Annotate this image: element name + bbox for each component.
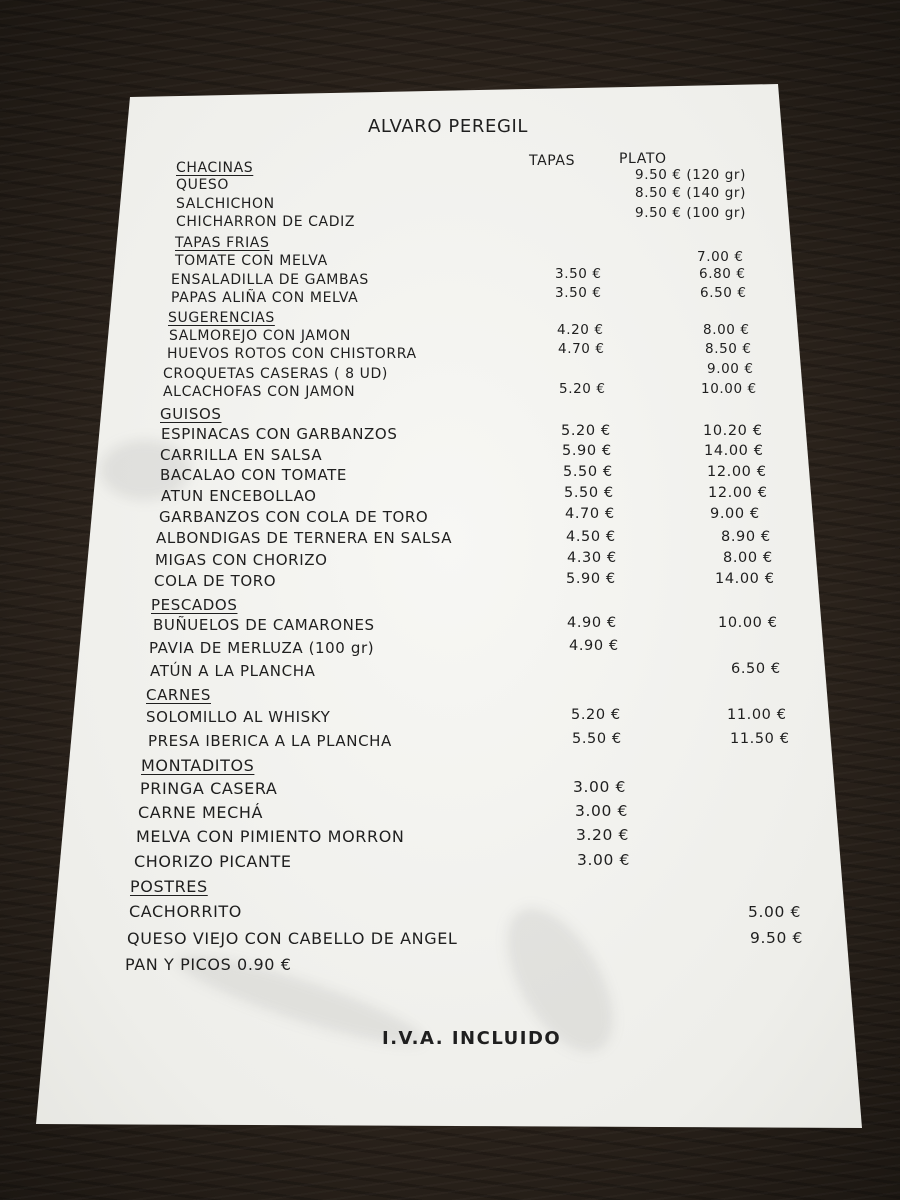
tapa-price: 3.00 € bbox=[575, 802, 628, 821]
tapa-price: 5.90 € bbox=[566, 570, 616, 587]
plato-price: 10.20 € bbox=[703, 422, 763, 439]
plato-price: 9.50 € bbox=[750, 929, 803, 948]
plato-price: 7.00 € bbox=[697, 249, 744, 266]
dish-name: ALBONDIGAS DE TERNERA EN SALSA bbox=[156, 528, 453, 547]
section-heading: TAPAS FRIAS bbox=[175, 235, 270, 252]
dish-name: CARRILLA EN SALSA bbox=[160, 445, 323, 464]
section-heading: GUISOS bbox=[160, 404, 222, 423]
tapa-price: 3.50 € bbox=[555, 266, 602, 283]
dish-name: ESPINACAS CON GARBANZOS bbox=[161, 424, 398, 443]
dish-name: PAN Y PICOS 0.90 € bbox=[125, 955, 292, 975]
column-header-tapas: TAPAS bbox=[529, 153, 576, 169]
tapa-price: 4.50 € bbox=[566, 528, 616, 545]
plato-price: 6.80 € bbox=[699, 266, 746, 283]
dish-name: ALCACHOFAS CON JAMON bbox=[163, 384, 356, 401]
tapa-price: 5.50 € bbox=[572, 730, 622, 747]
tapa-price: 3.20 € bbox=[576, 826, 629, 845]
restaurant-title: ALVARO PEREGIL bbox=[368, 116, 529, 137]
dish-name: ATUN ENCEBOLLAO bbox=[161, 486, 317, 505]
dish-name: PRESA IBERICA A LA PLANCHA bbox=[148, 731, 392, 750]
tapa-price: 4.90 € bbox=[569, 637, 619, 654]
tapa-price: 5.20 € bbox=[559, 381, 606, 398]
dish-name: SALMOREJO CON JAMON bbox=[169, 328, 351, 345]
plato-price: 11.50 € bbox=[730, 730, 790, 747]
section-heading: POSTRES bbox=[130, 877, 208, 897]
dish-name: ATÚN A LA PLANCHA bbox=[150, 661, 316, 680]
plato-price: 9.00 € bbox=[710, 505, 760, 522]
plato-price: 10.00 € bbox=[718, 614, 778, 631]
tapa-price: 4.70 € bbox=[558, 341, 605, 358]
dish-name: SOLOMILLO AL WHISKY bbox=[146, 707, 331, 726]
plato-price: 14.00 € bbox=[715, 570, 775, 587]
dish-name: QUESO bbox=[176, 177, 230, 194]
dish-name: MIGAS CON CHORIZO bbox=[155, 550, 328, 569]
dish-name: CHICHARRON DE CADIZ bbox=[176, 214, 356, 231]
dish-name: PAPAS ALIÑA CON MELVA bbox=[171, 290, 359, 307]
plato-price: 9.00 € bbox=[707, 361, 754, 378]
plato-price: 6.50 € bbox=[731, 660, 781, 677]
tapa-price: 4.30 € bbox=[567, 549, 617, 566]
plato-price: 14.00 € bbox=[704, 442, 764, 459]
tapa-price: 4.20 € bbox=[557, 322, 604, 339]
tapa-price: 3.00 € bbox=[577, 851, 630, 870]
column-header-plato: PLATO bbox=[619, 151, 667, 167]
plato-price: 10.00 € bbox=[701, 381, 757, 398]
dish-name: CHORIZO PICANTE bbox=[134, 852, 292, 872]
dish-name: PRINGA CASERA bbox=[140, 779, 278, 799]
plato-price: 9.50 € (100 gr) bbox=[635, 205, 746, 222]
dish-name: GARBANZOS CON COLA DE TORO bbox=[159, 507, 429, 526]
plato-price: 8.00 € bbox=[723, 549, 773, 566]
plato-price: 6.50 € bbox=[700, 285, 747, 302]
plato-price: 8.00 € bbox=[703, 322, 750, 339]
dish-name: BUÑUELOS DE CAMARONES bbox=[153, 615, 375, 634]
dish-name: TOMATE CON MELVA bbox=[175, 253, 328, 270]
tapa-price: 5.90 € bbox=[562, 442, 612, 459]
section-heading: SUGERENCIAS bbox=[168, 310, 275, 327]
section-heading: PESCADOS bbox=[151, 595, 238, 614]
tapa-price: 3.00 € bbox=[573, 778, 626, 797]
tapa-price: 4.70 € bbox=[565, 505, 615, 522]
plato-price: 12.00 € bbox=[708, 484, 768, 501]
tapa-price: 3.50 € bbox=[555, 285, 602, 302]
plato-price: 8.50 € bbox=[705, 341, 752, 358]
dish-name: ENSALADILLA DE GAMBAS bbox=[171, 272, 369, 289]
section-heading: CARNES bbox=[146, 685, 211, 704]
tapa-price: 5.50 € bbox=[564, 484, 614, 501]
plato-price: 11.00 € bbox=[727, 706, 787, 723]
plato-price: 9.50 € (120 gr) bbox=[635, 167, 746, 184]
tapa-price: 5.20 € bbox=[571, 706, 621, 723]
dish-name: BACALAO CON TOMATE bbox=[160, 465, 348, 484]
tax-note: I.V.A. INCLUIDO bbox=[382, 1028, 562, 1049]
dish-name: HUEVOS ROTOS CON CHISTORRA bbox=[167, 346, 417, 363]
tapa-price: 4.90 € bbox=[567, 614, 617, 631]
plato-price: 5.00 € bbox=[748, 903, 801, 922]
dish-name: CROQUETAS CASERAS ( 8 UD) bbox=[163, 366, 388, 383]
section-heading: MONTADITOS bbox=[141, 756, 255, 776]
tapa-price: 5.20 € bbox=[561, 422, 611, 439]
dish-name: PAVIA DE MERLUZA (100 gr) bbox=[149, 638, 375, 657]
plato-price: 8.90 € bbox=[721, 528, 771, 545]
dish-name: SALCHICHON bbox=[176, 196, 275, 213]
dish-name: COLA DE TORO bbox=[154, 571, 277, 590]
dish-name: QUESO VIEJO CON CABELLO DE ANGEL bbox=[127, 929, 458, 949]
plato-price: 8.50 € (140 gr) bbox=[635, 185, 746, 202]
dish-name: MELVA CON PIMIENTO MORRON bbox=[136, 827, 405, 847]
dish-name: CARNE MECHÁ bbox=[138, 803, 264, 823]
tapa-price: 5.50 € bbox=[563, 463, 613, 480]
section-heading: CHACINAS bbox=[176, 160, 254, 177]
dish-name: CACHORRITO bbox=[129, 902, 242, 922]
plato-price: 12.00 € bbox=[707, 463, 767, 480]
